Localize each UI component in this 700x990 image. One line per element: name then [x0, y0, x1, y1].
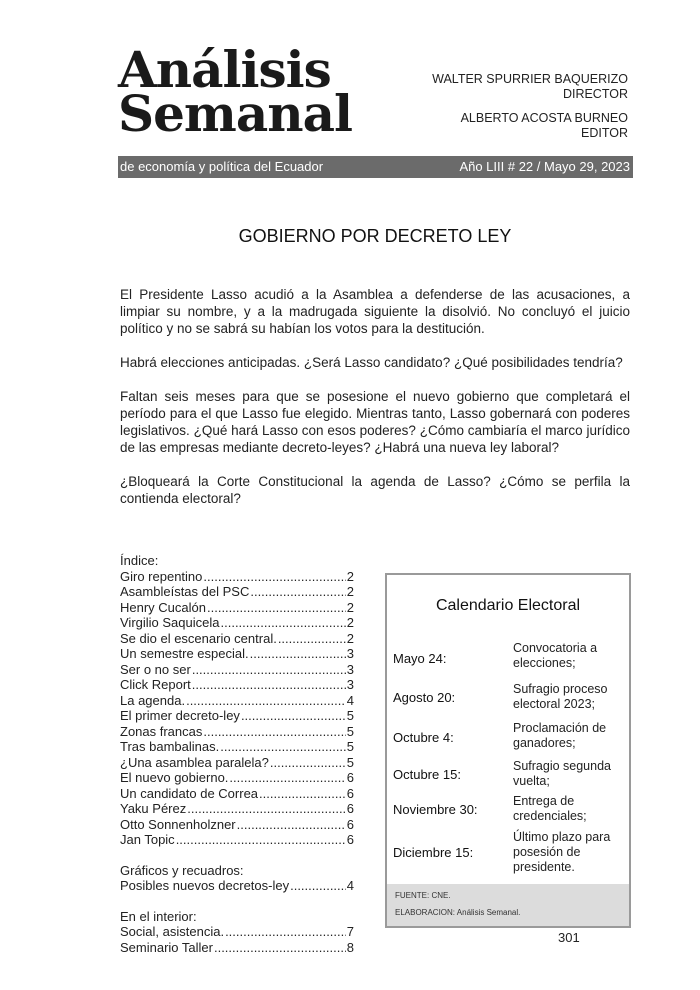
toc-leader-dots — [237, 817, 346, 833]
toc-leader-dots — [214, 940, 346, 956]
tagline: de economía y política del Ecuador — [120, 159, 324, 174]
toc-item-title: El nuevo gobierno. — [120, 770, 229, 785]
toc-item — [120, 786, 354, 802]
toc-item-page: 5 — [346, 708, 354, 723]
toc-item-page: 5 — [346, 739, 354, 754]
toc-item — [120, 615, 354, 631]
masthead-credits — [432, 72, 628, 140]
director-role: DIRECTOR — [562, 86, 628, 101]
toc-item — [120, 801, 354, 817]
toc-item-title: Un semestre especial. — [120, 646, 249, 661]
logo-line-1: Análisis — [118, 40, 331, 99]
intro-paragraph: Habrá elecciones anticipadas. ¿Será Lasso candidato? ¿Qué posibilidades tendría? — [120, 355, 623, 370]
toc-item — [120, 878, 354, 894]
toc-leader-dots — [203, 724, 345, 740]
calendar-date: Octubre 15: — [393, 767, 461, 782]
toc-item-page: 2 — [346, 584, 354, 599]
toc-item-page: 7 — [346, 924, 354, 939]
toc-item-title: Click Report — [120, 677, 191, 692]
toc-item-page: 3 — [346, 661, 354, 677]
toc-leader-dots — [270, 755, 346, 771]
toc-item-page: 8 — [346, 939, 354, 955]
toc-item-page: 6 — [346, 770, 354, 785]
toc-item-title: Posibles nuevos decretos-ley — [120, 878, 290, 893]
issue-bar — [118, 156, 633, 178]
calendar-event: Convocatoria a elecciones; — [513, 641, 598, 670]
toc-item-title: Se dio el escenario central. — [120, 630, 277, 646]
calendar-event: Entrega de credenciales; — [513, 794, 587, 823]
toc-item — [120, 677, 354, 693]
toc-item-page: 6 — [346, 816, 354, 832]
toc-item-page: 3 — [346, 646, 354, 661]
toc-item — [120, 940, 354, 956]
calendar-event: Último plazo para posesión de presidente. — [513, 830, 611, 874]
toc-leader-dots — [220, 739, 346, 755]
electoral-calendar — [385, 573, 631, 928]
toc-leader-dots — [176, 832, 346, 848]
editor-role: EDITOR — [581, 125, 628, 140]
toc-item-title: ¿Una asamblea paralela? — [120, 754, 269, 770]
toc-leader-dots — [259, 786, 346, 802]
toc-leader-dots — [187, 801, 346, 817]
toc-item-title: Asambleístas del PSC — [120, 584, 250, 599]
intro-paragraph: El Presidente Lasso acudió a la Asamblea a defenderse de las acusaciones, a limpiar su nombre, y a la madrugada siguiente la disolvió. No concluyó el juicio político y no se sabrá su habían los votos para la destitución. — [120, 287, 630, 336]
toc-item-title: Ser o no ser — [120, 661, 191, 677]
calendar-event: Sufragio proceso electoral 2023; — [513, 682, 608, 711]
toc-item — [120, 631, 354, 647]
toc-leader-dots — [207, 600, 346, 616]
calendar-date: Noviembre 30: — [393, 802, 478, 817]
toc-item — [120, 924, 354, 940]
toc-item-page: 6 — [346, 832, 354, 847]
toc-item — [120, 817, 354, 833]
toc-item-title: Jan Topic — [120, 832, 175, 847]
calendar-event: Sufragio segunda vuelta; — [513, 759, 611, 788]
editor-name: ALBERTO ACOSTA BURNEO — [460, 111, 628, 125]
toc-leader-dots — [192, 662, 346, 678]
toc-item-title: El primer decreto-ley — [120, 708, 240, 723]
table-of-contents — [120, 553, 354, 955]
intro-paragraph: Faltan seis meses para que se posesione el nuevo gobierno que completará el período para el que Lasso fue elegido. Mientras tanto, Lasso gobernará con poderes legislativos. ¿Qué hará Lasso con esos poderes? ¿Cómo cambiaría el marco jurídico de las empresas mediante decreto-leyes? ¿Habrá una nueva ley laboral? — [120, 389, 630, 455]
toc-item — [120, 708, 354, 724]
calendar-date: Mayo 24: — [393, 651, 447, 666]
toc-graphs-heading: Gráficos y recuadros: — [120, 862, 244, 878]
toc-item — [120, 600, 354, 616]
toc-item-page: 4 — [346, 878, 354, 893]
toc-item-title: Henry Cucalón — [120, 599, 206, 615]
toc-item — [120, 739, 354, 755]
toc-item-page: 2 — [346, 615, 354, 630]
page-number: 301 — [558, 930, 580, 945]
director-name: WALTER SPURRIER BAQUERIZO — [432, 72, 628, 86]
toc-item-title: Seminario Taller — [120, 939, 213, 955]
toc-item-page: 3 — [346, 677, 354, 692]
headline: GOBIERNO POR DECRETO LEY — [238, 226, 512, 246]
calendar-elaboration: ELABORACION: Análisis Semanal. — [395, 908, 521, 917]
calendar-date: Agosto 20: — [393, 690, 456, 705]
intro-paragraph: ¿Bloqueará la Corte Constitucional la agenda de Lasso? ¿Cómo se perfila la contienda electoral? — [120, 474, 630, 506]
toc-item — [120, 662, 354, 678]
toc-leader-dots — [186, 693, 346, 709]
intro-text — [120, 286, 630, 524]
toc-item — [120, 569, 354, 585]
toc-leader-dots — [221, 615, 346, 631]
toc-leader-dots — [250, 584, 345, 600]
toc-item-page: 2 — [346, 630, 354, 646]
toc-inside-heading: En el interior: — [120, 908, 197, 924]
toc-item-page: 2 — [346, 568, 354, 584]
toc-leader-dots — [250, 646, 346, 662]
toc-item-page: 6 — [346, 785, 354, 801]
toc-item-title: Yaku Pérez — [120, 801, 187, 816]
toc-item — [120, 584, 354, 600]
toc-item-page: 6 — [346, 801, 354, 816]
issue-info: Año LIII # 22 / Mayo 29, 2023 — [459, 159, 630, 174]
toc-leader-dots — [241, 708, 346, 724]
toc-item — [120, 724, 354, 740]
toc-item-page: 5 — [346, 723, 354, 739]
logo-line-2: Semanal — [118, 84, 352, 143]
toc-item-title: La agenda. — [120, 692, 186, 708]
toc-item-title: Un candidato de Correa — [120, 785, 259, 801]
calendar-date: Octubre 4: — [393, 730, 454, 745]
toc-heading: Índice: — [120, 553, 159, 568]
toc-item — [120, 755, 354, 771]
calendar-footer — [387, 884, 629, 926]
toc-leader-dots — [278, 631, 346, 647]
toc-leader-dots — [290, 878, 346, 894]
toc-item-page: 5 — [346, 754, 354, 770]
calendar-event: Proclamación de ganadores; — [513, 721, 607, 750]
toc-item-page: 2 — [346, 599, 354, 615]
toc-item-title: Social, asistencia. — [120, 924, 225, 939]
toc-item-title: Virgilio Saquicela — [120, 615, 220, 630]
logo — [118, 40, 388, 143]
toc-item-title: Tras bambalinas. — [120, 739, 220, 754]
toc-item — [120, 646, 354, 662]
toc-item — [120, 832, 354, 848]
toc-leader-dots — [225, 924, 346, 940]
calendar-date: Diciembre 15: — [393, 845, 474, 860]
calendar-source: FUENTE: CNE. — [395, 891, 451, 900]
toc-item — [120, 693, 354, 709]
toc-item — [120, 770, 354, 786]
toc-item-title: Giro repentino — [120, 568, 203, 584]
toc-item-title: Otto Sonnenholzner — [120, 816, 236, 832]
toc-leader-dots — [229, 770, 345, 786]
calendar-title: Calendario Electoral — [435, 597, 581, 614]
toc-item-page: 4 — [346, 692, 354, 708]
toc-leader-dots — [192, 677, 346, 693]
toc-item-title: Zonas francas — [120, 723, 203, 739]
toc-leader-dots — [203, 569, 345, 585]
